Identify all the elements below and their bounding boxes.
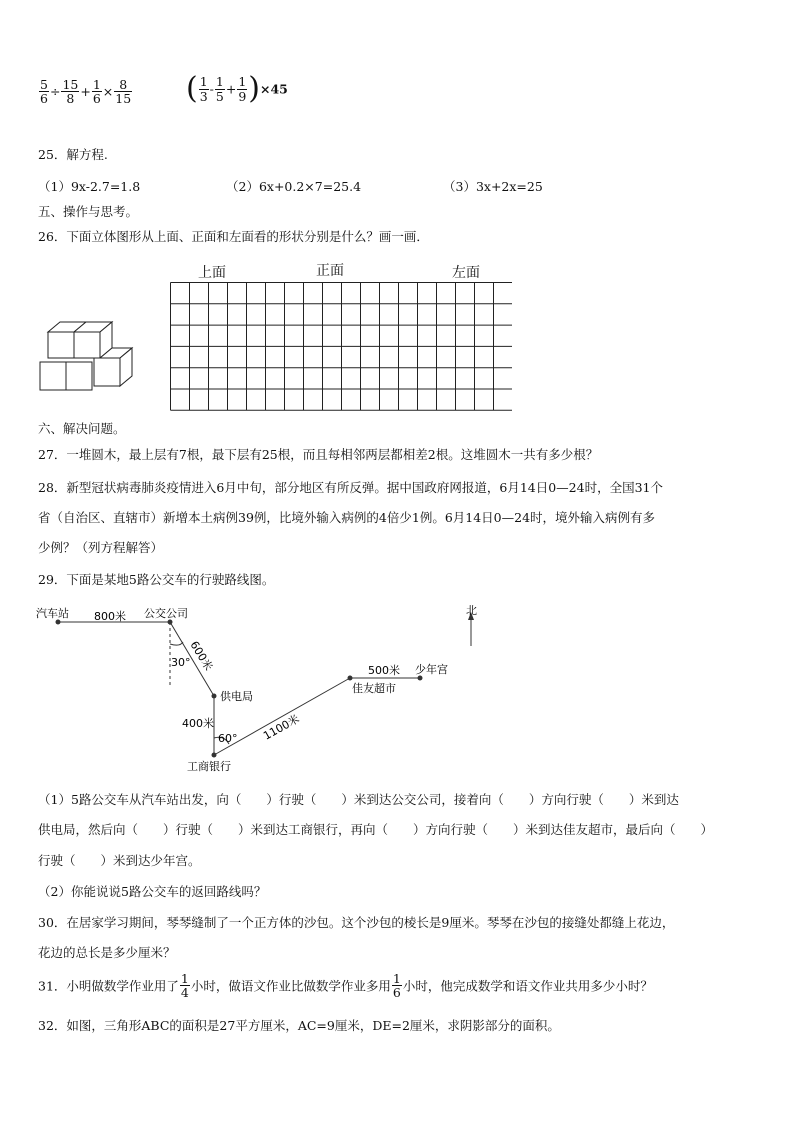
north-label: 北 (466, 604, 477, 617)
fraction: $\frac{1}{3}$ (199, 74, 208, 104)
fraction: $\frac{5}{6}$ (40, 77, 48, 107)
bus-route-map (30, 600, 480, 775)
operator: ÷ (49, 84, 61, 100)
angle-30: 30° (171, 656, 191, 669)
equation-2: （2）6x+0.2×7=25.4 (226, 179, 362, 194)
bus-company-label: 公交公司 (144, 607, 188, 620)
fraction: $\frac{1}{9}$ (238, 74, 247, 104)
equation-1: （1）9x-2.7=1.8 (38, 179, 141, 194)
question-29-title: 29．下面是某地5路公交车的行驶路线图。 (38, 572, 275, 587)
question-32: 32．如图，三角形ABC的面积是27平方厘米，AC=9厘米，DE=2厘米，求阴影部分的面积。 (38, 1018, 560, 1033)
distance-500: 500米 (368, 664, 400, 677)
label-left-view: 左面 (452, 265, 480, 281)
operator: × (102, 84, 114, 100)
question-28-line-1: 28．新型冠状病毒肺炎疫情进入6月中旬，部分地区有所反弹。据中国政府网报道，6月14日0—24时，全国31个 (38, 480, 663, 495)
distance-400: 400米 (182, 717, 214, 730)
operator: + (225, 81, 237, 97)
fraction: $\frac{1}{5}$ (215, 74, 224, 104)
right-paren: ) (248, 71, 261, 106)
drawing-grid (170, 282, 512, 412)
fraction: $\frac{8}{15}$ (115, 77, 132, 107)
multiplier: ×45 (260, 81, 288, 97)
question-29-part-1-line-1: （1）5路公交车从汽车站出发，向（ ）行驶（ ）米到达公交公司，接着向（ ）方向行驶（ ）米到达 (38, 792, 679, 807)
question-28-line-2: 省（自治区、直辖市）新增本土病例39例，比境外输入病例的4倍少1例。6月14日0—24时，境外输入病例有多 (38, 510, 656, 525)
fraction: $\frac{1}{6}$ (392, 971, 401, 1001)
section-6-heading: 六、解决问题。 (38, 421, 126, 436)
section-5-heading: 五、操作与思考。 (38, 204, 139, 219)
question-29-part-1-line-2: 供电局，然后向（ ）行驶（ ）米到达工商银行，再向（ ）方向行驶（ ）米到达佳友超市，最后向（ ） (38, 822, 714, 837)
operator: + (80, 84, 91, 100)
equation-3: （3）3x+2x=25 (443, 179, 543, 194)
question-30-line-2: 花边的总长是多少厘米？ (38, 945, 176, 960)
distance-600: 600米 (187, 638, 216, 673)
operator: - (209, 81, 214, 97)
supermarket-label: 佳友超市 (352, 682, 396, 695)
question-27: 27．一堆圆木，最上层有7根，最下层有25根，而且每相邻两层都相差2根。这堆圆木一共有多少根？ (38, 447, 599, 462)
left-paren: ( (186, 71, 198, 106)
fraction: $\frac{1}{4}$ (180, 971, 189, 1001)
question-30-line-1: 30．在居家学习期间，琴琴缝制了一个正方体的沙包。这个沙包的棱长是9厘米。琴琴在沙包的接缝处都缝上花边， (38, 915, 675, 930)
question-26-title: 26．下面立体图形从上面、正面和左面看的形状分别是什么？画一画． (38, 229, 429, 244)
question-29-part-2: （2）你能说说5路公交车的返回路线吗？ (38, 884, 267, 899)
fraction: $\frac{15}{8}$ (62, 77, 79, 107)
question-31: 31．小明做数学作业用了 $\frac{1}{4}$ 小时，做语文作业比做数学作业多用 $\frac{1}{6}$ 小时，他完成数学和语文作业共用多少小时？ (38, 971, 653, 1001)
question-25-title: 25．解方程. (38, 147, 108, 162)
cube-solid-figure (36, 318, 136, 392)
expression-2 (186, 71, 288, 106)
icbc-label: 工商银行 (187, 760, 231, 773)
bus-station-label: 汽车站 (36, 607, 69, 620)
distance-1100: 1100米 (261, 712, 302, 743)
question-29-part-1-line-3: 行驶（ ）米到达少年宫。 (38, 853, 201, 868)
expression-1 (38, 78, 133, 105)
question-28-line-3: 少例？（列方程解答） (38, 540, 164, 555)
label-top-view: 上面 (198, 265, 226, 281)
youth-palace-label: 少年宫 (415, 663, 448, 676)
label-front-view: 正面 (316, 263, 344, 279)
fraction: $\frac{1}{6}$ (92, 77, 101, 107)
distance-800: 800米 (94, 610, 126, 623)
power-bureau-label: 供电局 (220, 690, 253, 703)
angle-60: 60° (218, 732, 238, 745)
